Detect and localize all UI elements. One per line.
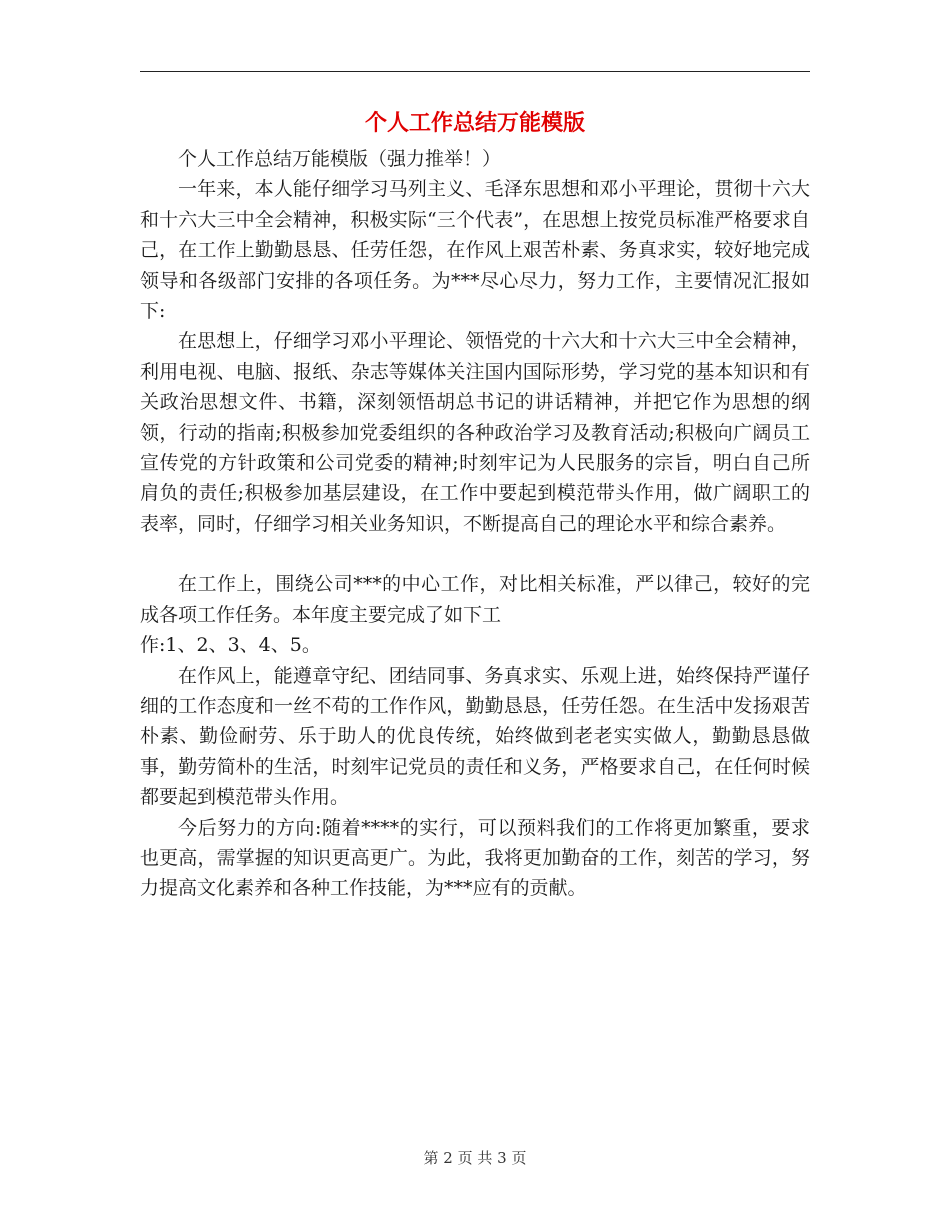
paragraph-gap — [140, 539, 810, 569]
intro-paragraph: 一年来，本人能仔细学习马列主义、毛泽东思想和邓小平理论，贯彻十六大和十六大三中全会精神，积极实际“三个代表”，在思想上按党员标准严格要求自己，在工作上勤勤恳恳、任劳任怨，在作风上艰苦朴素、务真求实，较好地完成领导和各级部门安排的各项任务。为***尽心尽力，努力工作，主要情况汇报如下: — [140, 178, 810, 323]
future-paragraph: 今后努力的方向:随着****的实行，可以预料我们的工作将更加繁重，要求也更高，需掌握的知识更高更广。为此，我将更加勤奋的工作，刻苦的学习，努力提高文化素养和各种工作技能，为***应有的贡献。 — [140, 816, 810, 900]
work-paragraph: 在工作上，围绕公司***的中心工作，对比相关标准，严以律己，较好的完成各项工作任务。本年度主要完成了如下工 — [140, 573, 810, 626]
header-rule — [140, 71, 810, 72]
ideology-paragraph: 在思想上，仔细学习邓小平理论、领悟党的十六大和十六大三中全会精神，利用电视、电脑、报纸、杂志等媒体关注国内国际形势，学习党的基本知识和有关政治思想文件、书籍，深刻领悟胡总书记的讲话精神，并把它作为思想的纲领，行动的指南;积极参加党委组织的各种政治学习及教育活动;积极向广阔员工宣传党的方针政策和公司党委的精神;时刻牢记为人民服务的宗旨，明白自己所肩负的责任;积极参加基层建设，在工作中要起到模范带头作用，做广阔职工的表率，同时，仔细学习相关业务知识，不断提高自己的理论水平和综合素养。 — [140, 330, 810, 535]
work-list-line: 作:1、2、3、4、5。 — [140, 634, 321, 657]
subtitle-paragraph: 个人工作总结万能模版（强力推举！） — [178, 148, 502, 170]
style-paragraph: 在作风上，能遵章守纪、团结同事、务真求实、乐观上进，始终保持严谨仔细的工作态度和一丝不苟的工作作风，勤勤恳恳，任劳任怨。在生活中发扬艰苦朴素、勤俭耐劳、乐于助人的优良传统，始终做到老老实实做人，勤勤恳恳做事，勤劳简朴的生活，时刻牢记党员的责任和义务，严格要求自己，在任何时候都要起到模范带头作用。 — [140, 664, 810, 809]
document-title: 个人工作总结万能模版 — [364, 111, 585, 136]
document-body — [140, 144, 810, 904]
page-number-footer: 第 2 页 共 3 页 — [423, 1149, 527, 1167]
